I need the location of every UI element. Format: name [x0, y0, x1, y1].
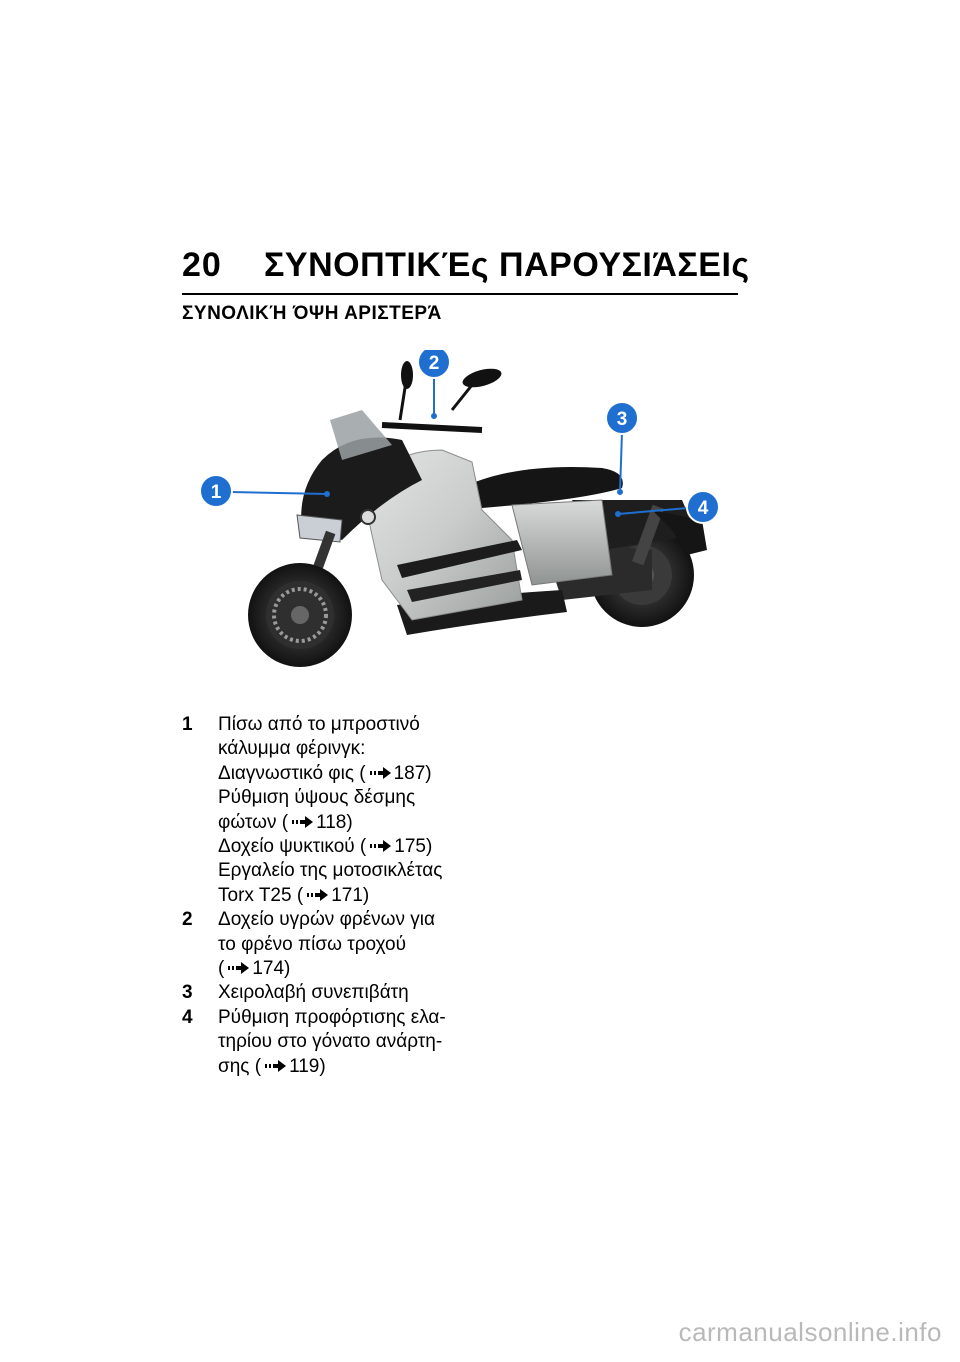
legend-text: Εργαλείο της μοτοσικλέτας — [218, 860, 443, 882]
legend-number: 1 — [182, 714, 193, 735]
page-ref[interactable]: 119) — [289, 1055, 326, 1077]
legend-text: σης — [218, 1055, 250, 1077]
front-wheel — [248, 563, 352, 667]
page-header — [182, 246, 750, 286]
legend-line: Διαγνωστικό φις ( 187) — [218, 762, 432, 784]
legend-line — [218, 859, 482, 883]
legend-line — [218, 908, 482, 932]
legend-text: Torx T25 — [218, 884, 292, 906]
legend-text: το φρένο πίσω τροχού — [218, 933, 406, 955]
legend-number: 2 — [182, 909, 193, 931]
scooter-illustration — [182, 350, 738, 680]
page-ref[interactable]: 118) — [316, 811, 353, 833]
page-ref[interactable]: 187) — [393, 762, 432, 784]
page-ref-arrow-icon — [307, 889, 328, 901]
legend-line — [218, 1030, 482, 1054]
page-ref-arrow-icon — [265, 1060, 286, 1072]
page-ref[interactable]: 174) — [252, 958, 291, 980]
scooter-image — [182, 350, 738, 680]
legend-text: Διαγνωστικό φις — [218, 762, 354, 784]
legend-line: ( 174) — [218, 958, 291, 980]
page-ref-arrow-icon — [228, 962, 249, 974]
legend-text: Πίσω από το μπροστινό — [218, 714, 420, 735]
legend-item-4 — [182, 1006, 482, 1079]
callout-2 — [418, 350, 450, 419]
callout-label-3: 3 — [616, 409, 628, 430]
legend-item-3 — [182, 981, 482, 1005]
legend-line — [218, 1006, 482, 1030]
legend-number: 4 — [182, 1006, 193, 1028]
page-ref-arrow-icon — [292, 816, 313, 828]
legend-line — [218, 933, 482, 957]
legend-line: φώτων ( 118) — [218, 811, 353, 833]
watermark[interactable]: carmanualsonline.info — [678, 1317, 942, 1347]
legend-item-2 — [182, 908, 482, 981]
header-rule — [182, 293, 738, 295]
legend-text: Δοχείο ψυκτικού — [218, 836, 355, 858]
legend-item-1 — [182, 713, 482, 908]
legend-line: Δοχείο ψυκτικού ( 175) — [218, 836, 433, 858]
legend-text: φώτων — [218, 811, 277, 833]
page-ref-arrow-icon — [370, 840, 391, 852]
legend-text: Ρύθμιση προφόρτισης ελα- — [218, 1006, 446, 1028]
page-ref[interactable]: 171) — [331, 884, 370, 906]
legend-line: Torx T25 ( 171) — [218, 884, 370, 906]
legend-number: 3 — [182, 982, 193, 1004]
legend-text: Χειρολαβή συνεπιβάτη — [218, 982, 409, 1004]
page-ref-arrow-icon — [370, 767, 391, 779]
legend-list — [182, 713, 482, 1079]
callout-label-1: 1 — [210, 482, 222, 503]
legend-line — [218, 737, 482, 761]
page-ref[interactable]: 175) — [394, 836, 433, 858]
section-title: ΣΥΝΟΛΙΚΉ ΌΨΗ ΑΡΙΣΤΕΡΆ — [182, 303, 442, 324]
callout-label-2: 2 — [428, 353, 440, 374]
legend-line — [218, 786, 482, 810]
chapter-title: ΣΥΝΟΠΤΙΚΈς ΠΑΡΟΥΣΙΆΣΕΙς — [264, 246, 750, 284]
legend-line — [218, 981, 482, 1005]
legend-text: Δοχείο υγρών φρένων για — [218, 909, 435, 931]
legend-text: τηρίου στο γόνατο ανάρτη- — [218, 1031, 443, 1053]
legend-line: σης ( 119) — [218, 1055, 326, 1077]
page-number: 20 — [182, 246, 222, 284]
callout-label-4: 4 — [697, 498, 709, 519]
legend-text: Ρύθμιση ύψους δέσμης — [218, 787, 416, 809]
legend-text: κάλυμμα φέρινγκ: — [218, 738, 366, 760]
legend-line — [218, 713, 482, 737]
